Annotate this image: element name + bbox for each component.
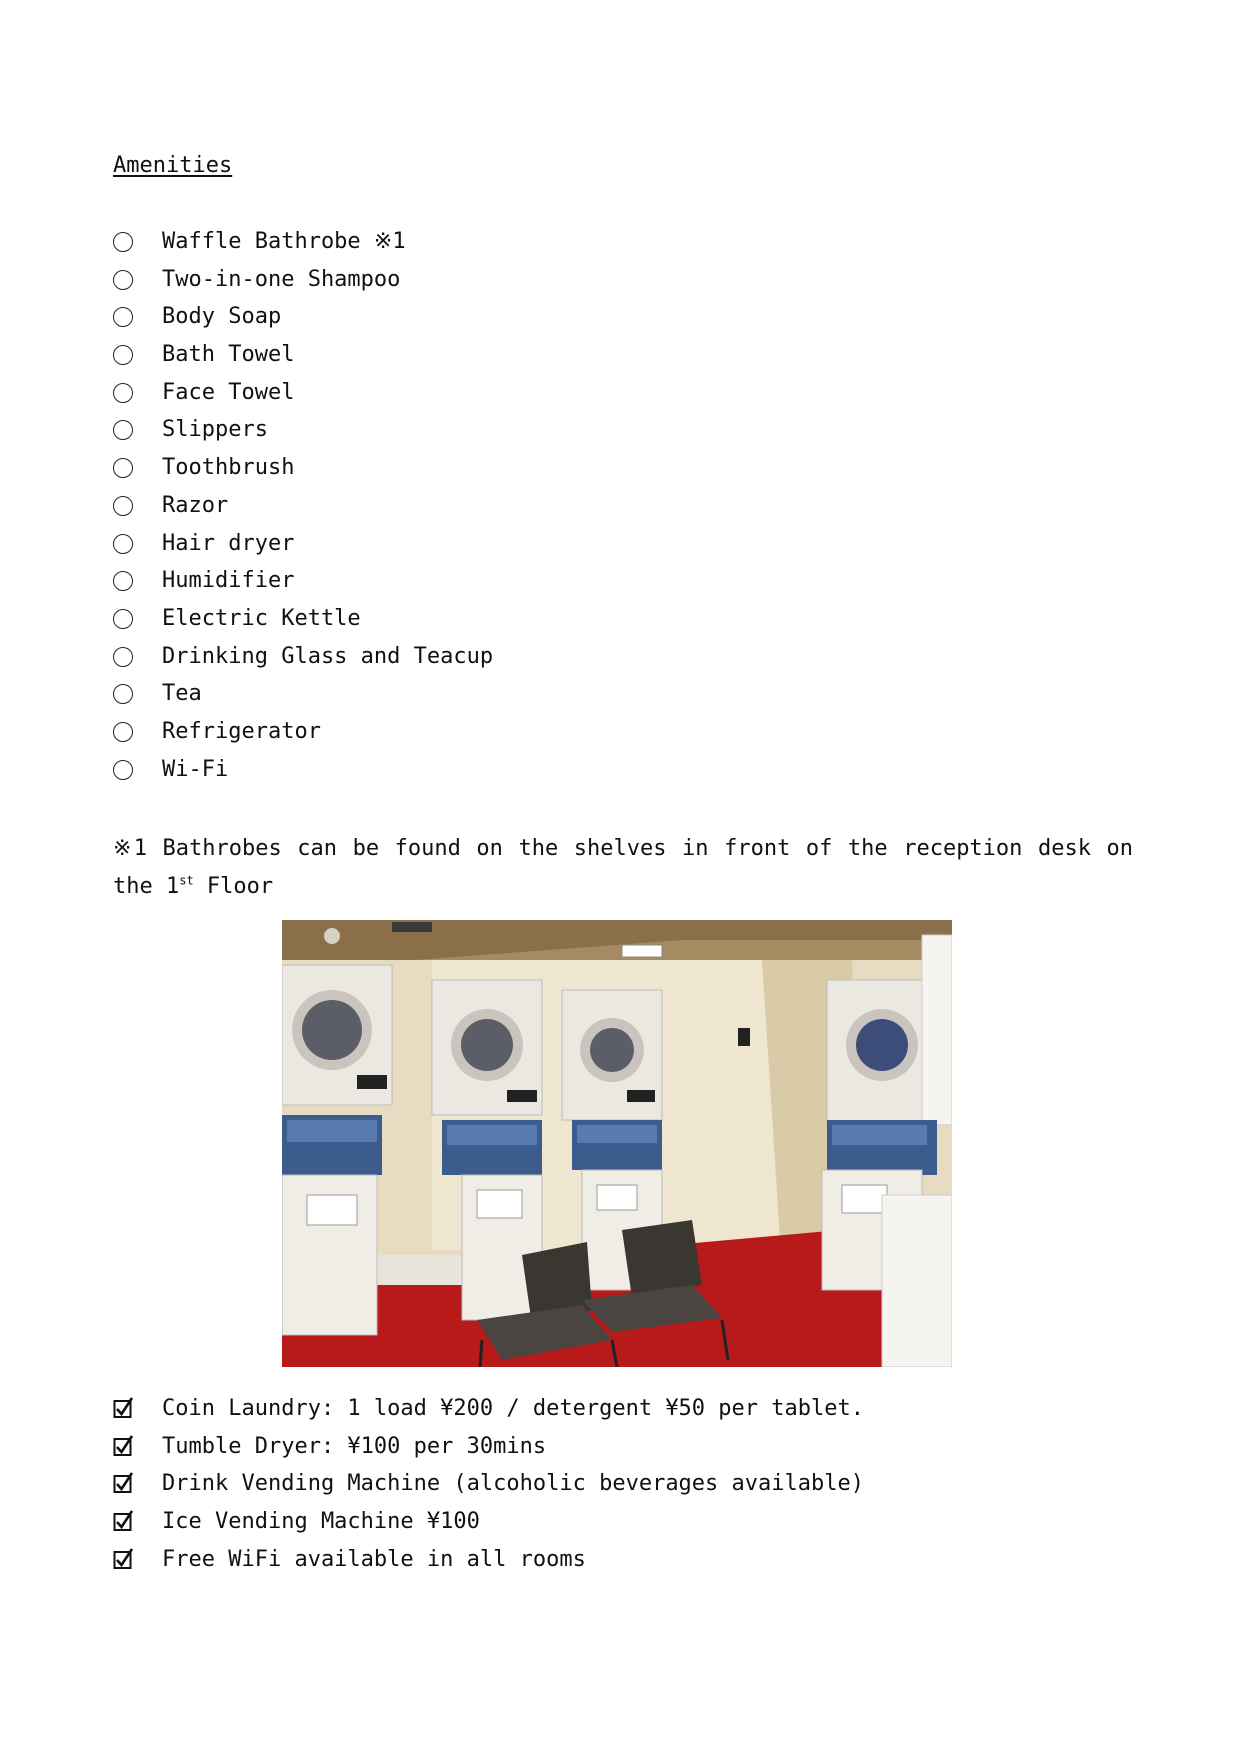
amenity-label: Tea xyxy=(162,681,202,707)
amenities-list xyxy=(113,228,493,793)
laundry-room-photo xyxy=(282,920,952,1367)
list-item xyxy=(113,303,493,341)
footnote-text: ※1 Bathrobes can be found on the shelves in front of the reception desk on the 1 xyxy=(113,836,1133,899)
list-item xyxy=(113,1546,864,1584)
service-label: Free WiFi available in all rooms xyxy=(162,1546,586,1572)
circle-bullet-icon xyxy=(113,722,133,742)
circle-bullet-icon xyxy=(113,534,133,554)
service-label: Tumble Dryer: ¥100 per 30mins xyxy=(162,1433,547,1459)
circle-bullet-icon xyxy=(113,571,133,591)
list-item xyxy=(113,680,493,718)
amenity-label: Waffle Bathrobe ※1 xyxy=(162,229,406,254)
service-label: Ice Vending Machine ¥100 xyxy=(162,1509,480,1535)
list-item xyxy=(113,228,493,266)
list-item xyxy=(113,1508,864,1546)
list-item xyxy=(113,643,493,681)
list-item xyxy=(113,756,493,794)
list-item xyxy=(113,266,493,304)
checked-box-icon xyxy=(113,1395,133,1423)
list-item xyxy=(113,1433,864,1471)
list-item xyxy=(113,341,493,379)
circle-bullet-icon xyxy=(113,270,133,290)
services-checklist xyxy=(113,1395,864,1583)
list-item xyxy=(113,492,493,530)
bathrobe-footnote xyxy=(113,830,1133,906)
amenity-label: Face Towel xyxy=(162,379,295,405)
list-item xyxy=(113,379,493,417)
amenity-label: Hair dryer xyxy=(162,530,295,556)
circle-bullet-icon xyxy=(113,647,133,667)
list-item xyxy=(113,605,493,643)
list-item xyxy=(113,530,493,568)
circle-bullet-icon xyxy=(113,345,133,365)
circle-bullet-icon xyxy=(113,458,133,478)
circle-bullet-icon xyxy=(113,609,133,629)
list-item xyxy=(113,718,493,756)
footnote-superscript: st xyxy=(179,873,194,888)
circle-bullet-icon xyxy=(113,232,133,252)
amenity-label: Toothbrush xyxy=(162,455,295,481)
circle-bullet-icon xyxy=(113,420,133,440)
amenity-label: Razor xyxy=(162,492,229,518)
checked-box-icon xyxy=(113,1546,133,1574)
circle-bullet-icon xyxy=(113,760,133,780)
amenity-label: Body Soap xyxy=(162,304,282,330)
checked-box-icon xyxy=(113,1470,133,1498)
amenity-label: Humidifier xyxy=(162,568,295,594)
circle-bullet-icon xyxy=(113,307,133,327)
amenity-label: Refrigerator xyxy=(162,718,321,744)
amenity-label: Electric Kettle xyxy=(162,605,361,631)
list-item xyxy=(113,1395,864,1433)
circle-bullet-icon xyxy=(113,383,133,403)
amenity-label: Two-in-one Shampoo xyxy=(162,266,401,292)
service-label: Drink Vending Machine (alcoholic beverages available) xyxy=(162,1471,864,1497)
list-item xyxy=(113,567,493,605)
checked-box-icon xyxy=(113,1433,133,1461)
amenity-label: Wi-Fi xyxy=(162,756,229,782)
circle-bullet-icon xyxy=(113,496,133,516)
list-item xyxy=(113,1470,864,1508)
amenity-label: Bath Towel xyxy=(162,342,295,368)
service-label: Coin Laundry: 1 load ¥200 / detergent ¥50 per tablet. xyxy=(162,1396,864,1421)
footnote-suffix: Floor xyxy=(193,874,274,899)
amenity-label: Slippers xyxy=(162,417,268,443)
checked-box-icon xyxy=(113,1508,133,1536)
amenity-label: Drinking Glass and Teacup xyxy=(162,643,494,669)
list-item xyxy=(113,454,493,492)
list-item xyxy=(113,416,493,454)
amenities-heading: Amenities xyxy=(113,153,233,178)
circle-bullet-icon xyxy=(113,684,133,704)
